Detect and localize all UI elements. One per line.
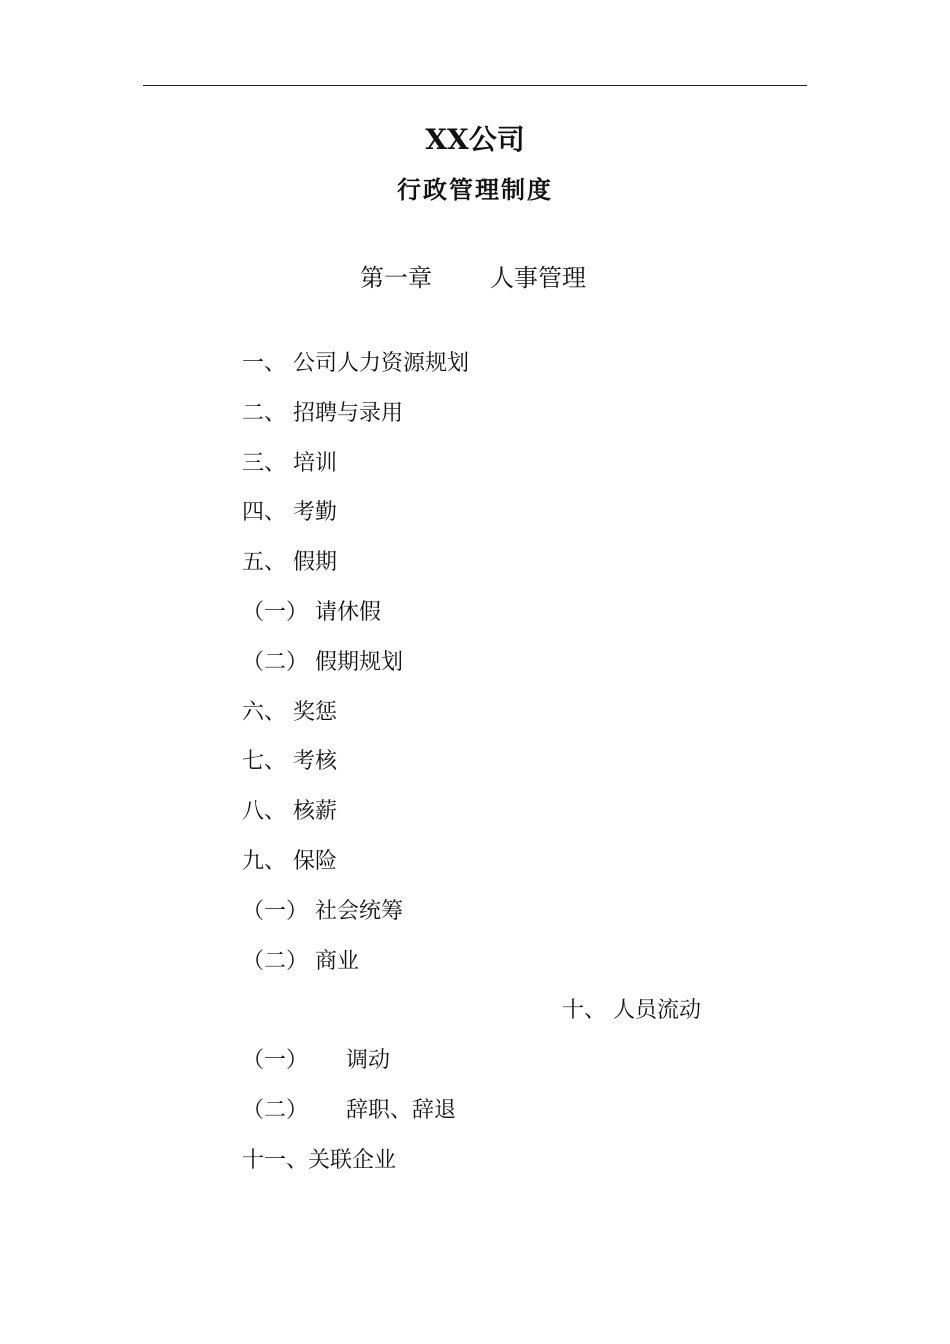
toc-subitem: （二） 商业 [242, 948, 359, 974]
chapter-heading [360, 258, 586, 298]
toc-subitem: （一） 请休假 [242, 599, 381, 625]
toc-item: 一、 公司人力资源规划 [242, 351, 469, 376]
toc-subitem: （一） 社会统筹 [242, 898, 403, 924]
company-name: XX公司 [425, 123, 525, 156]
toc-subitem: （二） 假期规划 [242, 649, 403, 675]
toc-item: 九、 保险 [242, 848, 337, 874]
document-title: 行政管理制度 [397, 175, 553, 204]
chapter-title: 人事管理 [490, 264, 586, 292]
toc-item: 八、 核薪 [242, 799, 337, 825]
chapter-number: 第一章 [360, 264, 432, 292]
toc-item: 二、 招聘与录用 [242, 400, 403, 426]
toc-item: 六、 奖惩 [242, 699, 337, 725]
toc-item: 三、 培训 [242, 450, 337, 476]
header-rule [143, 85, 807, 86]
toc-item: 十一、关联企业 [242, 1147, 397, 1173]
table-of-contents [242, 343, 701, 1190]
toc-item: 五、 假期 [242, 550, 337, 576]
toc-item: 七、 考核 [242, 749, 337, 775]
toc-item: 四、 考勤 [242, 500, 337, 526]
toc-item: 十、 人员流动 [562, 998, 701, 1024]
toc-subitem: （一） 调动 [242, 1048, 391, 1074]
toc-subitem: （二） 辞职、辞退 [242, 1097, 457, 1123]
